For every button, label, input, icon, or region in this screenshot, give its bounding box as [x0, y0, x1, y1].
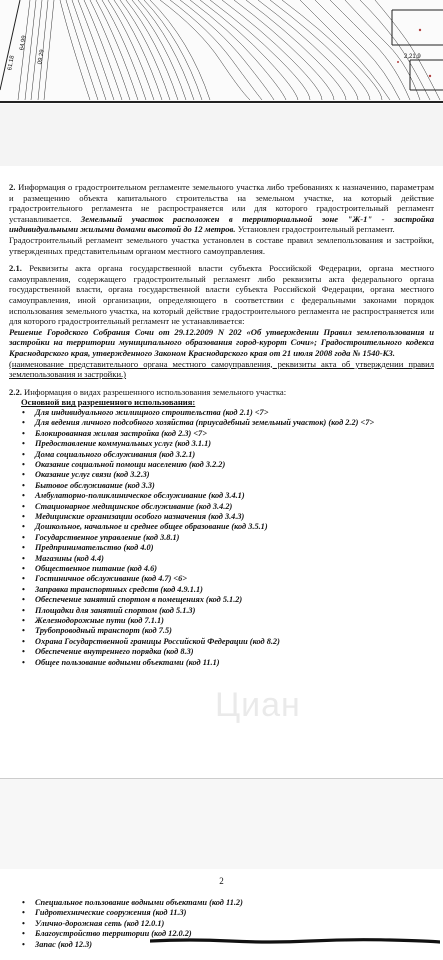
- section-number: 2.1.: [9, 263, 22, 274]
- list-item: • Гидротехнические сооружения (код 11.3): [35, 908, 434, 918]
- caption-note: (наименование представительного органа местного самоуправления, реквизиты акта об утверждении правил землепользования и застройки.): [9, 358, 434, 380]
- resolution-reference: Решение Городского Собрания Сочи от 29.12.2009 N 202 «Об утверждении Правил землепользования и застройки на территории муниципального образования город-курорт Сочи»; Градостроительного кодекса Краснодарского края, утвержденного Законом Краснодарского края от 21 июля 2008 года № 1540-КЗ.: [9, 326, 434, 358]
- list-item: • Железнодорожные пути (код 7.1.1): [35, 616, 434, 626]
- list-item: • Трубопроводный транспорт (код 7.5): [35, 626, 434, 636]
- map-border-line: [0, 101, 443, 103]
- section-text: Информация о видах разрешенного использования земельного участка:: [24, 386, 287, 397]
- list-item: • Обеспечение занятий спортом в помещениях (код 5.1.2): [35, 595, 434, 605]
- list-item: • Дома социального обслуживания (код 3.2.1): [35, 450, 434, 460]
- list-item: • Специальное пользование водными объектами (код 11.2): [35, 898, 434, 908]
- section-text: Установлен градостроительный регламент.: [237, 224, 395, 235]
- map-label: 61.18: [7, 55, 16, 71]
- section-number: 2.2.: [9, 386, 22, 397]
- watermark: Циан: [215, 686, 301, 724]
- pen-scribble: [150, 937, 440, 945]
- page-gap: [0, 104, 443, 166]
- page-number: 2: [219, 876, 224, 886]
- list-item: • Медицинские организации особого назначения (код 3.4.3): [35, 512, 434, 522]
- list-item: • Гостиничное обслуживание (код 4.7) <6>: [35, 574, 434, 584]
- list-item: • Стационарное медицинское обслуживание (код 3.4.2): [35, 502, 434, 512]
- section-text: Реквизиты акта органа государственной власти субъекта Российской Федерации, органа местного самоуправления, содержащего градостроительный регламент либо реквизиты акта федерального органа государственной власти, органа государственной власти субъекта Российской Федерации, органа местного самоуправления, иной организации, определяющего в соответствии с федеральными законами порядок использования земельного участка, на который действие градостроительного регламента не распространяется или для которого градостроительный регламент не устанавливается:: [9, 263, 434, 327]
- list-item: • Общественное питание (код 4.6): [35, 564, 434, 574]
- map-label: 09.29: [37, 49, 46, 65]
- list-item: • Охрана Государственной границы Российской Федерации (код 8.2): [35, 637, 434, 647]
- section-number: 2.: [9, 182, 16, 192]
- map-label: 64.99: [19, 35, 28, 51]
- cadastral-map-fragment: [0, 0, 443, 104]
- section-2-regulation: Градостроительный регламент земельного участка установлен в составе правил землепользования и застройки, утвержденных представительным органом местного самоуправления.: [9, 234, 434, 256]
- list-item: • Обеспечение внутреннего порядка (код 8.3): [35, 647, 434, 657]
- list-item: • Бытовое обслуживание (код 3.3): [35, 481, 434, 491]
- document-content: [9, 182, 434, 668]
- list-item: • Дошкольное, начальное и среднее общее образование (код 3.5.1): [35, 522, 434, 532]
- zone-info: Земельный участок расположен в территориальной зоне "Ж-1" - застройка индивидуальными жилыми домами высотой до 12 метров.: [9, 213, 434, 235]
- list-item: • Благоустройство территории (код 12.0.2): [35, 929, 434, 939]
- list-item: • Улично-дорожная сеть (код 12.0.1): [35, 919, 434, 929]
- list-item: • Для ведения личного подсобного хозяйства (приусадебный земельный участок) (код 2.2) <7>: [35, 418, 434, 428]
- list-item: • Для индивидуального жилищного строительства (код 2.1) <7>: [35, 408, 434, 418]
- list-item: • Оказание социальной помощи населению (код 3.2.2): [35, 460, 434, 470]
- list-item: • Предоставление коммунальных услуг (код 3.1.1): [35, 439, 434, 449]
- list-item: • Магазины (код 4.4): [35, 554, 434, 564]
- list-item: • Запас (код 12.3): [35, 940, 434, 950]
- list-item: • Блокированная жилая застройка (код 2.3) <7>: [35, 429, 434, 439]
- list-item: • Предпринимательство (код 4.0): [35, 543, 434, 553]
- list-item: • Площадки для занятий спортом (код 5.1.3): [35, 606, 434, 616]
- list-item: • Заправка транспортных средств (код 4.9.1.1): [35, 585, 434, 595]
- list-item: • Общее пользование водными объектами (код 11.1): [35, 658, 434, 668]
- list-item: • Государственное управление (код 3.8.1): [35, 533, 434, 543]
- section-2-2: [9, 387, 434, 398]
- page-gap: [0, 779, 443, 869]
- map-label: 2,21,9: [404, 54, 421, 60]
- map-drawing: [0, 0, 443, 104]
- permitted-uses-list: [9, 408, 434, 668]
- section-2: [9, 182, 434, 235]
- list-item: • Оказание услуг связи (код 3.2.3): [35, 470, 434, 480]
- section-2-1: [9, 263, 434, 327]
- list-item: • Амбулаторно-поликлиническое обслуживание (код 3.4.1): [35, 491, 434, 501]
- main-use-heading: Основной вид разрешенного использования:: [21, 397, 196, 408]
- section-text: Информация о градостроительном регламенте земельного участка либо требованиях к назначению, параметрам и размещению объекта капитального строительства на земельном участке, на который действие градостроительного регламента не распространяется или для которого градостроительный регламент устанавливается.: [9, 182, 434, 224]
